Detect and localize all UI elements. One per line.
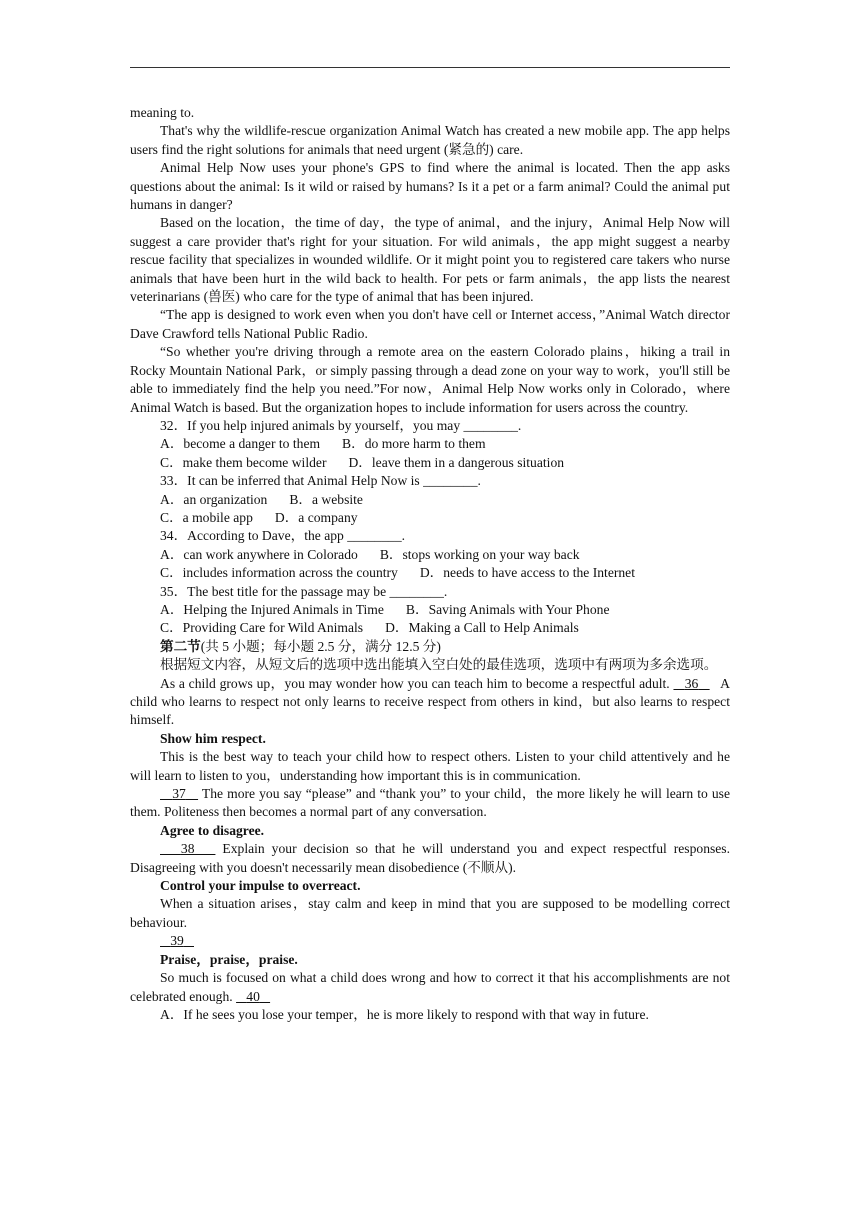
option-row [130,435,730,453]
blank-36: 36 [684,675,699,691]
section-2-title-bold: 第二节 [160,638,201,654]
option-a-section-2: A．If he sees you lose your temper，he is more likely to respond with that way in future. [160,1006,649,1022]
blank-38: 38 [180,841,195,857]
option-row [130,509,730,527]
blank-37-paragraph [130,785,730,822]
option-row [130,491,730,509]
question-32 [130,417,730,472]
intro-after-text: A child who learns to respect not only learns to receive respect from others in kind，but also learns to respect himself. [130,675,730,728]
heading-control-impulse: Control your impulse to overreact. [160,878,361,894]
option-row [130,564,730,582]
option-a: A．can work anywhere in Colorado [160,546,358,562]
option-row [130,619,730,637]
section-2-title [130,638,730,656]
option-b: B．Saving Animals with Your Phone [405,601,610,617]
option-a: A．an organization [160,491,268,507]
option-c: C．includes information across the country [160,565,398,581]
option-row [130,546,730,564]
section-2-intro [130,675,730,730]
blank-37: 37 [172,786,186,802]
question-stem: 35．The best title for the passage may be ________. [160,583,448,599]
heading-praise: Praise，praise，praise. [160,951,298,967]
option-a: A．Helping the Injured Animals in Time [160,601,384,617]
heading-show-respect: Show him respect. [160,730,266,746]
control-impulse-text: When a situation arises，stay calm and keep in mind that you are supposed to be modelling correct behaviour. [130,896,730,930]
blank-39: 39 [170,933,184,949]
passage-paragraph-0: meaning to. [130,105,195,120]
blank-37-text: The more you say “please” and “thank you” to your child，the more likely he will learn to use them. Politeness then becomes a normal part of any conversation. [130,786,731,820]
option-c: C．a mobile app [160,509,253,525]
option-b: B．do more harm to them [342,436,486,452]
praise-paragraph [130,969,730,1006]
blank-38-paragraph [130,840,730,877]
passage-paragraph-5: “So whether you're driving through a remote area on the eastern Colorado plains，hiking a trail in Rocky Mountain National Park，or simply passing through a dead zone on your way to work，you'll still be able to immediately find the help you need.”For now，Animal Help Now works only in Colorado，where Animal Watch is based. But the organization hopes to include information for users across the country. [130,344,730,415]
question-35 [130,583,730,638]
blank-39-paragraph [130,932,730,950]
option-b: B．stops working on your way back [379,546,580,562]
question-stem: 33．It can be inferred that Animal Help Now is ________. [160,473,481,489]
passage-paragraph-2: Animal Help Now uses your phone's GPS to find where the animal is located. Then the app asks questions about the animal: Is it wild or raised by humans? Is it a pet or a farm animal? Could the animal put humans in danger? [130,160,730,213]
option-d: D．needs to have access to the Internet [419,565,635,581]
show-respect-text: This is the best way to teach your child how to respect others. Listen to your child attentively and he will learn to listen to you，understanding how important this is in communication. [130,749,730,783]
passage-paragraph-3: Based on the location，the time of day，the type of animal，and the injury，Animal Help Now will suggest a care provider that's right for your situation. For wild animals，the app might suggest a nearby rescue facility that specializes in wounded wildlife. Or it might point you to registered care takers who nurse animals that have been hurt in the wild back to health. For pets or farm animals，the app lists the nearest veterinarians (兽医) who care for the type of animal that has been injured. [130,215,730,305]
question-34 [130,527,730,582]
option-d: D．Making a Call to Help Animals [385,620,579,636]
option-c: C．Providing Care for Wild Animals [160,620,364,636]
praise-text: So much is focused on what a child does wrong and how to correct it that his accomplishments are not celebrated enough. [130,970,730,1004]
question-stem: 32．If you help injured animals by yourself，you may ________. [160,417,522,433]
option-row [130,601,730,619]
content [130,104,730,1024]
intro-text: As a child grows up，you may wonder how you can teach him to become a respectful adult. [160,675,670,691]
blank-40: 40 [246,988,260,1004]
passage-paragraph-1: That's why the wildlife-rescue organization Animal Watch has created a new mobile app. The app helps users find the right solutions for animals that need urgent (紧急的) care. [130,123,730,157]
option-c: C．make them become wilder [160,454,327,470]
option-d: D．leave them in a dangerous situation [348,454,565,470]
option-d: D．a company [274,509,358,525]
option-a: A．become a danger to them [160,436,321,452]
section-2-instruction: 根据短文内容，从短文后的选项中选出能填入空白处的最佳选项，选项中有两项为多余选项。 [160,657,718,673]
heading-agree-disagree: Agree to disagree. [160,822,265,838]
option-row [130,454,730,472]
question-stem: 34．According to Dave，the app ________. [160,528,406,544]
section-2-title-rest: (共 5 小题；每小题 2.5 分，满分 12.5 分) [200,638,441,654]
question-33 [130,472,730,527]
option-b: B．a website [289,491,363,507]
blank-38-text: Explain your decision so that he will understand you and expect respectful responses. Disagreeing with you doesn't necessarily mean disobedience (不顺从). [130,841,731,875]
header-rule [130,67,730,68]
passage-paragraph-4: “The app is designed to work even when you don't have cell or Internet access，”Animal Watch director Dave Crawford tells National Public Radio. [130,307,730,341]
